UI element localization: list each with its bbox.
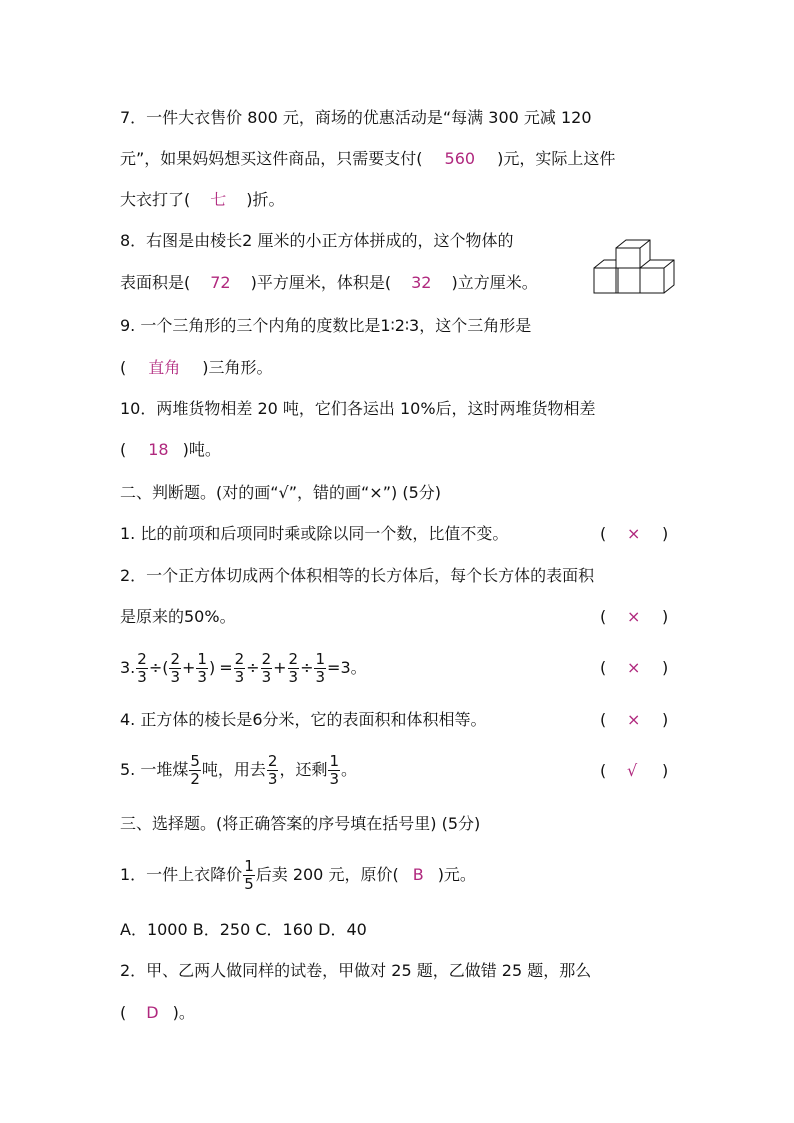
q7-line-2 bbox=[120, 147, 615, 171]
q8-text: 表面积是( bbox=[120, 273, 191, 292]
judge-2-line-1: 2．一个正方体切成两个体积相等的长方体后，每个长方体的表面积 bbox=[120, 566, 595, 585]
plus-sign: + bbox=[182, 658, 196, 677]
cube-figure bbox=[592, 238, 676, 298]
judge-4-answer bbox=[600, 708, 670, 732]
judge-3-answer bbox=[600, 656, 670, 680]
section3-heading: 三、选择题。(将正确答案的序号填在括号里) (5分) bbox=[120, 814, 481, 833]
q7-text: 大衣打了( bbox=[120, 190, 191, 209]
fraction: $\frac{5}{2}$ bbox=[190, 752, 200, 788]
open-paren: ( bbox=[600, 524, 607, 543]
q10-text: )吨。 bbox=[182, 440, 221, 459]
choice-2-line-1: 2．甲、乙两人做同样的试卷，甲做对 25 题，乙做错 25 题，那么 bbox=[120, 961, 592, 980]
q7-text: 元”，如果妈妈想买这件商品，只需要支付( bbox=[120, 149, 423, 168]
open-paren: ( bbox=[600, 761, 607, 780]
choice-1-options: A．1000 B．250 C．160 D．40 bbox=[120, 920, 367, 939]
close-paren: ) bbox=[662, 658, 669, 677]
choice-1-answer: B bbox=[412, 865, 424, 884]
q9-line-2 bbox=[120, 356, 273, 380]
choice-2-answer: D bbox=[146, 1003, 159, 1022]
divide-sign: ÷ bbox=[246, 658, 260, 677]
judge-5-answer bbox=[600, 759, 670, 783]
judge-5-mark: √ bbox=[627, 761, 638, 780]
judge-5-text: 5. 一堆煤 bbox=[120, 760, 189, 779]
result: =3。 bbox=[327, 658, 367, 677]
q10-answer: 18 bbox=[148, 440, 169, 459]
q8-answer-volume: 32 bbox=[411, 273, 432, 292]
close-paren: ) bbox=[662, 524, 669, 543]
q7-answer-payment: 560 bbox=[444, 149, 476, 168]
close-paren: ) bbox=[662, 710, 669, 729]
judge-5-text: 。 bbox=[341, 760, 358, 779]
judge-2-mark: × bbox=[627, 607, 641, 626]
choice-2-text: )。 bbox=[172, 1003, 195, 1022]
q7-answer-discount: 七 bbox=[210, 190, 227, 209]
judge-2-line-2: 是原来的50%。 bbox=[120, 607, 236, 626]
judge-5-text: 吨，用去 bbox=[201, 760, 266, 779]
judge-3-mark: × bbox=[627, 658, 641, 677]
judge-4-mark: × bbox=[627, 710, 641, 729]
fraction: $\frac{2}{3}$ bbox=[288, 650, 299, 686]
q9-answer: 直角 bbox=[148, 358, 181, 377]
open-paren: ( bbox=[600, 607, 607, 626]
q7-text: )折。 bbox=[246, 190, 285, 209]
q9-text: )三角形。 bbox=[202, 358, 273, 377]
open-paren: ( bbox=[600, 710, 607, 729]
divide-sign: ÷ bbox=[148, 658, 163, 677]
choice-2-open-paren: ( bbox=[120, 1003, 127, 1022]
paren: ( bbox=[162, 658, 169, 677]
fraction: $\frac{2}{3}$ bbox=[170, 650, 181, 686]
choice-2-line-2 bbox=[120, 1001, 195, 1025]
fraction: $\frac{2}{3}$ bbox=[234, 650, 245, 686]
q10-open-paren: ( bbox=[120, 440, 127, 459]
q8-line-1: 8．右图是由棱长2 厘米的小正方体拼成的，这个物体的 bbox=[120, 231, 514, 250]
choice-1-text: 后卖 200 元，原价( bbox=[255, 865, 399, 884]
q10-line-2 bbox=[120, 438, 221, 462]
q7-line-3 bbox=[120, 188, 285, 212]
choice-1 bbox=[120, 853, 476, 897]
section2-heading: 二、判断题。(对的画“√”，错的画“×”) (5分) bbox=[120, 483, 441, 502]
choice-1-text: 1．一件上衣降价 bbox=[120, 865, 243, 884]
open-paren: ( bbox=[600, 658, 607, 677]
judge-3-number: 3. bbox=[120, 658, 136, 677]
judge-5-expression bbox=[120, 748, 357, 792]
equals-sign: = bbox=[219, 658, 233, 677]
q8-text: )平方厘米，体积是( bbox=[250, 273, 392, 292]
fraction: $\frac{2}{3}$ bbox=[267, 752, 278, 788]
judge-1-text: 1. 比的前项和后项同时乘或除以同一个数，比值不变。 bbox=[120, 524, 509, 543]
judge-2-answer bbox=[600, 605, 670, 629]
q10-line-1: 10．两堆货物相差 20 吨，它们各运出 10%后，这时两堆货物相差 bbox=[120, 399, 596, 418]
fraction: $\frac{2}{3}$ bbox=[137, 650, 147, 686]
q7-line-1: 7．一件大衣售价 800 元，商场的优惠活动是“每满 300 元减 120 bbox=[120, 108, 592, 127]
choice-1-text: )元。 bbox=[437, 865, 476, 884]
judge-5-text: ，还剩 bbox=[279, 760, 328, 779]
q9-open-paren: ( bbox=[120, 358, 127, 377]
close-paren: ) bbox=[662, 607, 669, 626]
divide-sign: ÷ bbox=[300, 658, 314, 677]
judge-1-mark: × bbox=[627, 524, 641, 543]
fraction: $\frac{1}{3}$ bbox=[315, 650, 326, 686]
q8-line-2 bbox=[120, 271, 538, 295]
judge-1-answer bbox=[600, 522, 670, 546]
q9-line-1: 9. 一个三角形的三个内角的度数比是1∶2∶3，这个三角形是 bbox=[120, 316, 532, 335]
q7-text: )元，实际上这件 bbox=[497, 149, 616, 168]
fraction: $\frac{1}{3}$ bbox=[197, 650, 207, 686]
q8-answer-area: 72 bbox=[210, 273, 231, 292]
fraction: $\frac{2}{3}$ bbox=[261, 650, 272, 686]
q8-text: )立方厘米。 bbox=[451, 273, 538, 292]
judge-3-expression bbox=[120, 646, 367, 690]
fraction: $\frac{1}{3}$ bbox=[329, 752, 340, 788]
fraction: $\frac{1}{5}$ bbox=[244, 857, 254, 893]
plus-sign: + bbox=[273, 658, 287, 677]
judge-4-text: 4. 正方体的棱长是6分米，它的表面积和体积相等。 bbox=[120, 710, 487, 729]
paren: ) bbox=[208, 658, 216, 677]
close-paren: ) bbox=[662, 761, 669, 780]
